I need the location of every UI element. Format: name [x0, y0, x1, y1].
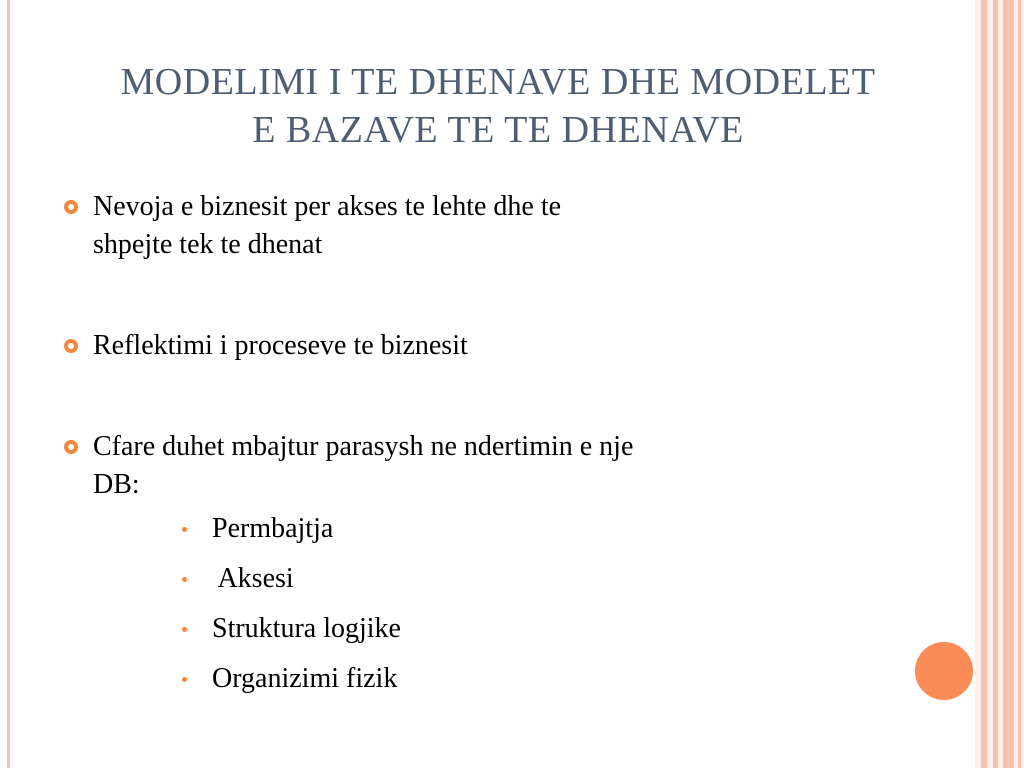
bullet-item — [64, 188, 944, 264]
orange-dot-bullet-icon — [182, 677, 187, 682]
bullet-item — [64, 327, 944, 365]
right-border-stripe — [1018, 0, 1021, 768]
orange-ring-bullet-icon — [64, 440, 78, 454]
bullet-text-line: Nevoja e biznesit per akses te lehte dhe te — [93, 191, 562, 222]
sub-bullet-list — [64, 510, 944, 710]
orange-ring-bullet-icon — [64, 200, 78, 214]
sub-bullet-item — [212, 610, 944, 660]
bullet-text-line: shpejte tek te dhenat — [93, 229, 323, 260]
orange-dot-bullet-icon — [182, 577, 187, 582]
slide-title — [40, 58, 956, 154]
sub-bullet-item — [212, 660, 944, 710]
orange-dot-bullet-icon — [182, 627, 187, 632]
slide-body — [64, 188, 944, 710]
right-border-stripe — [1003, 0, 1014, 768]
right-border-stripe — [993, 0, 998, 768]
bullet-item — [64, 428, 944, 504]
bullet-text-line: Reflektimi i proceseve te biznesit — [93, 330, 468, 361]
sub-bullet-item — [212, 560, 944, 610]
right-border-stripe — [981, 0, 987, 768]
orange-dot-bullet-icon — [182, 527, 187, 532]
sub-bullet-text: Aksesi — [212, 563, 294, 594]
bullet-text-line: DB: — [93, 469, 140, 500]
slide-title-line-2: E BAZAVE TE TE DHENAVE — [252, 109, 744, 151]
slide-title-line-1: MODELIMI I TE DHENAVE DHE MODELET — [120, 61, 876, 103]
left-border-line — [7, 0, 10, 768]
sub-bullet-text: Struktura logjike — [212, 613, 401, 644]
sub-bullet-item — [212, 510, 944, 560]
bullet-text-line: Cfare duhet mbajtur parasysh ne ndertimin e nje — [93, 431, 634, 462]
sub-bullet-text: Permbajtja — [212, 513, 334, 544]
sub-bullet-text: Organizimi fizik — [212, 663, 398, 694]
orange-ring-bullet-icon — [64, 339, 78, 353]
